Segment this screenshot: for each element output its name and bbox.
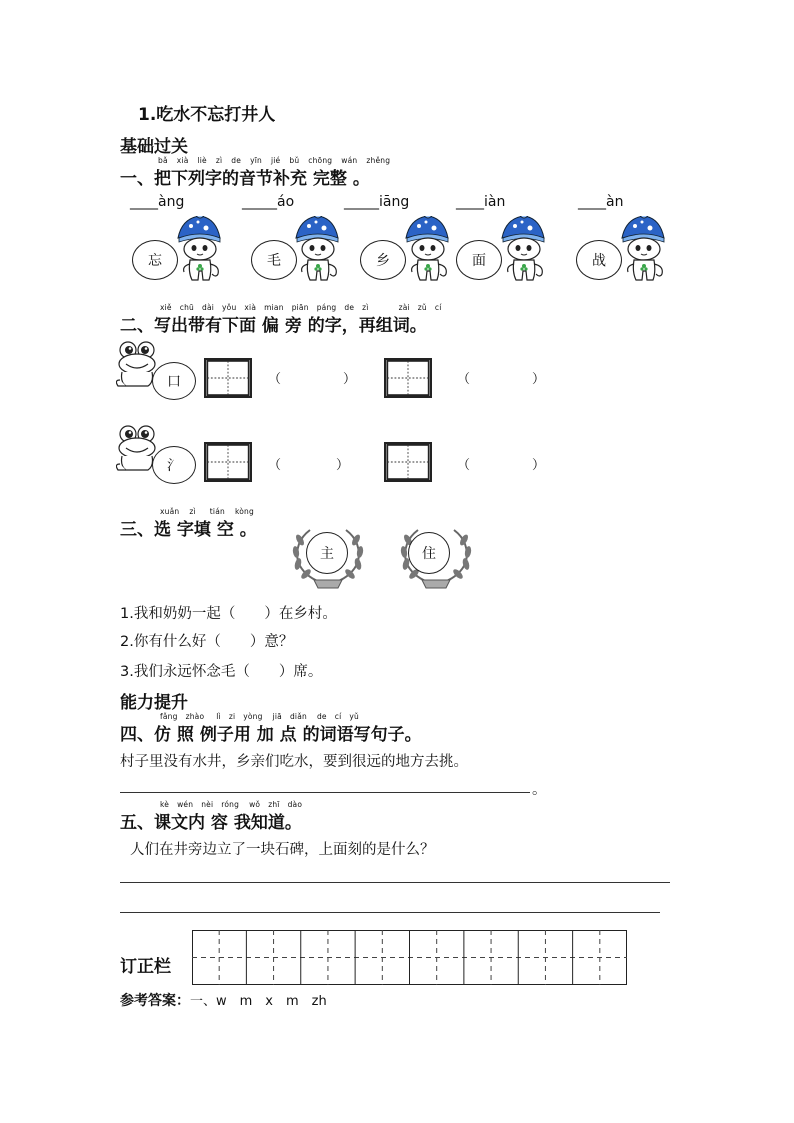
- correction-grid[interactable]: [192, 930, 628, 986]
- word-answer-field[interactable]: [470, 452, 528, 472]
- answer-line[interactable]: [120, 882, 670, 883]
- pinyin: kè: [160, 800, 170, 809]
- section5-heading: 五、课文内 容 我知道。: [120, 813, 302, 833]
- pinyin: mian: [264, 303, 284, 312]
- answer-line[interactable]: [120, 792, 530, 793]
- pinyin: páng: [316, 303, 337, 312]
- pinyin: wán: [341, 156, 358, 165]
- pinyin: cí: [434, 303, 442, 312]
- pinyin: diǎn: [289, 712, 307, 721]
- section1-heading: 一、把下列字的音节补充 完整 。: [120, 169, 370, 189]
- answer-key-text: 一、w m x m zh: [190, 994, 327, 1009]
- pinyin: róng: [221, 800, 240, 809]
- section2-heading: 二、写出带有下面 偏 旁 的字，再组词。: [120, 316, 427, 336]
- pinyin: zhào: [185, 712, 205, 721]
- cartoon-cat-icon: [294, 216, 346, 284]
- char-circle: [576, 240, 622, 280]
- basic-section-header: 基础过关: [120, 137, 188, 157]
- fill-question[interactable]: 3.我们永远怀念毛（ ）席。: [120, 664, 323, 680]
- pinyin: jié: [270, 156, 281, 165]
- pinyin: bǔ: [289, 156, 300, 165]
- char: 忘: [148, 253, 162, 269]
- char: 乡: [376, 253, 390, 269]
- pinyin: fǎng: [160, 712, 178, 721]
- pinyin: lì: [216, 712, 221, 721]
- pinyin: zì: [189, 507, 196, 516]
- pinyin: jiā: [272, 712, 282, 721]
- paren-right: ）: [343, 372, 357, 387]
- question-text: 人们在井旁边立了一块石碑，上面刻的是什么？: [130, 842, 435, 858]
- pinyin: dào: [287, 800, 303, 809]
- pinyin: bǎ: [158, 156, 168, 165]
- pinyin: yòng: [243, 712, 263, 721]
- cartoon-cat-icon: [500, 216, 552, 284]
- paren-left: （: [268, 372, 282, 387]
- pinyin: dài: [201, 303, 215, 312]
- cartoon-cat-icon: [176, 216, 228, 284]
- char-circle: [360, 240, 406, 280]
- section3-heading: 三、选 字填 空 。: [120, 520, 257, 540]
- pinyin: zì: [215, 156, 223, 165]
- example-sentence: 村子里没有水井，乡亲们吃水，要到很远的地方去挑。: [120, 754, 468, 770]
- word-answer-field[interactable]: [282, 452, 334, 472]
- fill-question[interactable]: 2.你有什么好（ ）意？: [120, 634, 294, 650]
- pinyin: zài: [398, 303, 410, 312]
- paren-left: （: [457, 372, 471, 387]
- pinyin: chū: [179, 303, 194, 312]
- pinyin: zǔ: [417, 303, 427, 312]
- option-char: 住: [422, 546, 436, 562]
- radical-circle: [152, 362, 196, 400]
- pinyin: cí: [334, 712, 342, 721]
- word-answer-field[interactable]: [282, 366, 340, 386]
- pinyin: xuǎn: [160, 507, 180, 516]
- tianzi-grid[interactable]: [384, 442, 432, 482]
- paren-left: （: [457, 458, 471, 473]
- answer-key-label: 参考答案：: [120, 993, 190, 1009]
- page-title: 1.吃水不忘打井人: [138, 105, 276, 125]
- char: 毛: [267, 253, 281, 269]
- syllable-blank[interactable]: ____àng: [130, 194, 185, 210]
- char: 战: [592, 253, 606, 269]
- char-circle: [456, 240, 502, 280]
- pinyin: de: [344, 303, 355, 312]
- option-char-circle[interactable]: [408, 532, 450, 574]
- word-answer-field[interactable]: [470, 366, 528, 386]
- pinyin: de: [231, 156, 242, 165]
- tianzi-grid[interactable]: [384, 358, 432, 398]
- pinyin: zhī: [268, 800, 280, 809]
- cartoon-cat-icon: [620, 216, 672, 284]
- answer-line[interactable]: [120, 912, 660, 913]
- pinyin: yǔ: [349, 712, 359, 721]
- pinyin: piān: [291, 303, 309, 312]
- syllable-blank[interactable]: ____iàn: [456, 194, 506, 210]
- char-circle: [251, 240, 297, 280]
- answer-key: [120, 990, 327, 1010]
- pinyin: nèi: [201, 800, 214, 809]
- radical-circle: [152, 446, 196, 484]
- option-char-circle[interactable]: [306, 532, 348, 574]
- pinyin: yǒu: [222, 303, 237, 312]
- radical: 氵: [167, 458, 181, 474]
- paren-right: ）: [336, 458, 350, 473]
- tianzi-grid[interactable]: [204, 442, 252, 482]
- syllable-blank[interactable]: _____iāng: [344, 194, 410, 210]
- pinyin: yīn: [250, 156, 262, 165]
- paren-right: ）: [532, 458, 546, 473]
- char-circle: [132, 240, 178, 280]
- syllable-blank[interactable]: ____àn: [578, 194, 624, 210]
- tianzi-grid[interactable]: [204, 358, 252, 398]
- ability-section-header: 能力提升: [120, 693, 188, 713]
- pinyin: zhěng: [366, 156, 391, 165]
- section4-heading: 四、仿 照 例子用 加 点 的词语写句子。: [120, 725, 422, 745]
- pinyin: xià: [176, 156, 189, 165]
- syllable-blank[interactable]: _____áo: [242, 194, 295, 210]
- option-char: 主: [320, 546, 334, 562]
- cartoon-cat-icon: [404, 216, 456, 284]
- correction-label: 订正栏: [120, 957, 171, 977]
- pinyin: tián: [209, 507, 225, 516]
- fill-question[interactable]: 1.我和奶奶一起（ ）在乡村。: [120, 606, 337, 622]
- pinyin: liè: [197, 156, 207, 165]
- pinyin: xiě: [160, 303, 172, 312]
- radical: 口: [167, 374, 181, 390]
- char: 面: [472, 253, 486, 269]
- pinyin: zì: [362, 303, 369, 312]
- pinyin: de: [316, 712, 327, 721]
- pinyin: zi: [228, 712, 236, 721]
- pinyin: xià: [244, 303, 257, 312]
- pinyin: kòng: [234, 507, 254, 516]
- paren-left: （: [268, 458, 282, 473]
- pinyin: wén: [177, 800, 194, 809]
- pinyin: wǒ: [249, 800, 261, 809]
- paren-right: ）: [532, 372, 546, 387]
- end-mark: 。: [532, 782, 547, 798]
- pinyin: chōng: [308, 156, 333, 165]
